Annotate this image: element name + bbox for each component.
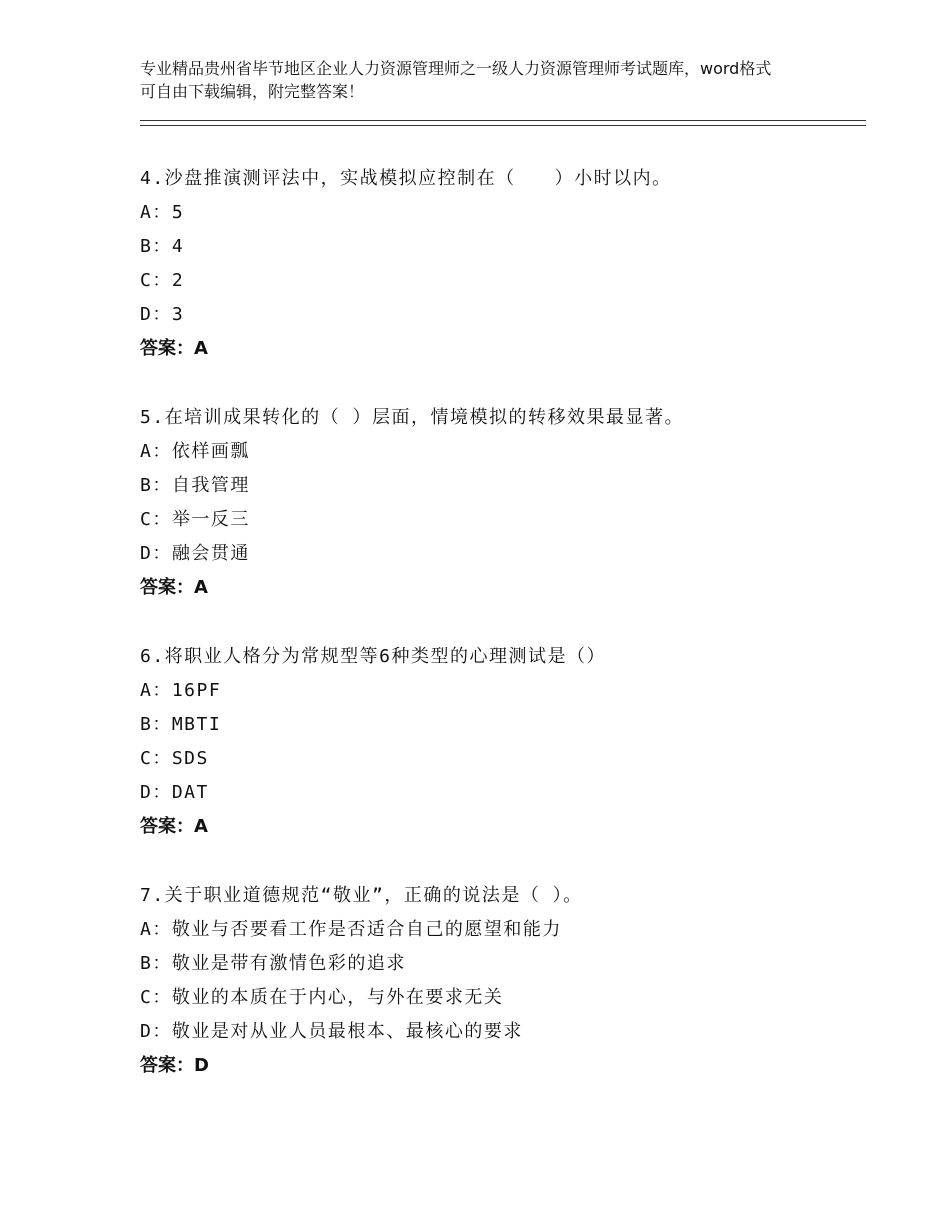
option-d: D：3 <box>140 304 185 325</box>
option-a: A：16PF <box>140 680 222 701</box>
question-block <box>140 401 860 605</box>
answer-label: 答案：D <box>140 1055 209 1076</box>
answer-label: 答案：A <box>140 577 208 598</box>
option-c: C：2 <box>140 270 185 291</box>
option-b: B：MBTI <box>140 714 222 735</box>
question-title: 5.在培训成果转化的（ ）层面，情境模拟的转移效果最显著。 <box>140 407 685 428</box>
question-block <box>140 640 860 844</box>
option-c: C：敬业的本质在于内心，与外在要求无关 <box>140 987 504 1008</box>
option-a: A：依样画瓢 <box>140 441 250 462</box>
option-b: B：4 <box>140 236 185 257</box>
answer-label: 答案：A <box>140 816 208 837</box>
question-title: 4.沙盘推演测评法中，实战模拟应控制在（ ）小时以内。 <box>140 168 672 189</box>
document-header: 专业精品贵州省毕节地区企业人力资源管理师之一级人力资源管理师考试题库，word格式可自由下载编辑，附完整答案！ <box>140 59 772 101</box>
option-a: A：敬业与否要看工作是否适合自己的愿望和能力 <box>140 919 562 940</box>
option-c: C：举一反三 <box>140 509 250 530</box>
question-block <box>140 162 860 366</box>
option-a: A：5 <box>140 202 185 223</box>
header-divider <box>140 120 866 126</box>
option-b: B：自我管理 <box>140 475 250 496</box>
option-d: D：融会贯通 <box>140 543 250 564</box>
question-block <box>140 879 860 1083</box>
question-title: 6.将职业人格分为常规型等6种类型的心理测试是（） <box>140 646 607 667</box>
question-title: 7.关于职业道德规范“敬业”，正确的说法是（ ）。 <box>140 885 583 906</box>
option-d: D：DAT <box>140 782 209 803</box>
option-c: C：SDS <box>140 748 209 769</box>
answer-label: 答案：A <box>140 338 208 359</box>
option-b: B：敬业是带有激情色彩的追求 <box>140 953 406 974</box>
option-d: D：敬业是对从业人员最根本、最核心的要求 <box>140 1021 523 1042</box>
